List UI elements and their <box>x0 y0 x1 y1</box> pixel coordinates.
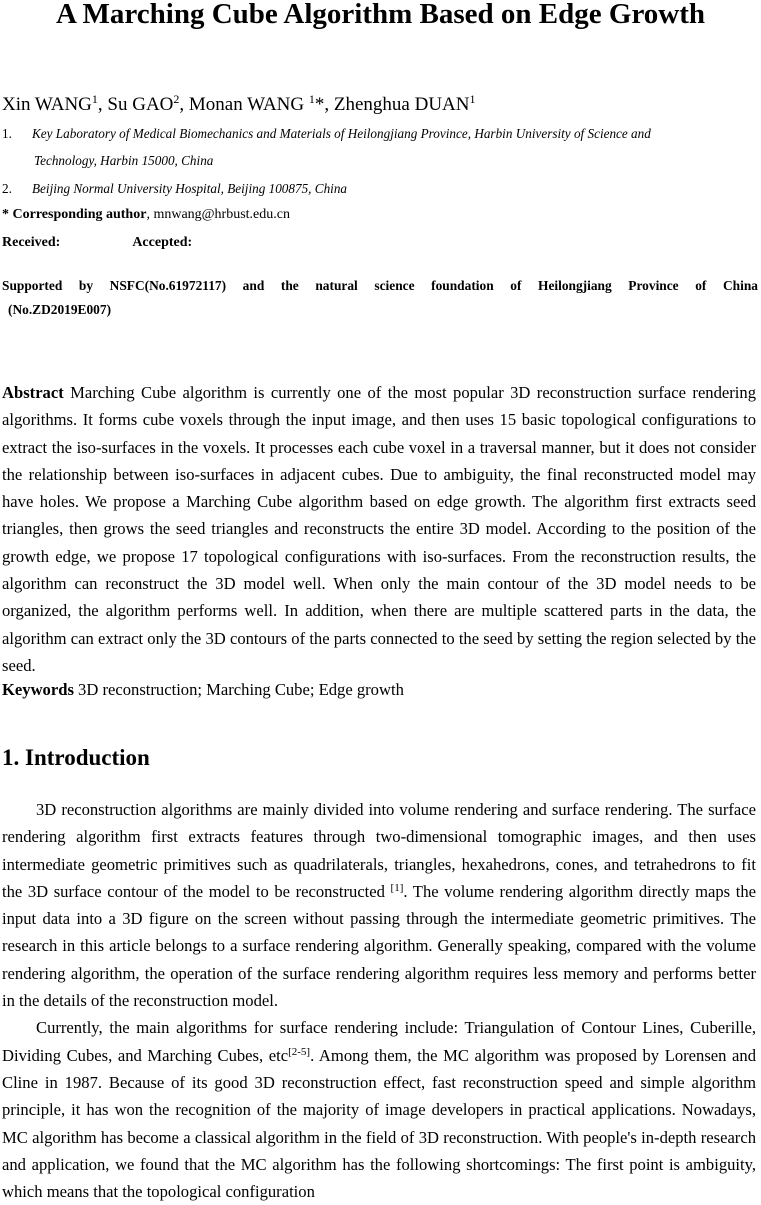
affiliation-text: Key Laboratory of Medical Biomechanics and Materials of Heilongjiang Province, Harbin University of Science and <box>32 126 651 141</box>
abstract-label: Abstract <box>2 383 64 402</box>
paragraph-text: . Among them, the MC algorithm was proposed by Lorensen and Cline in 1987. Because of its good 3D reconstruction effect, fast reconstruction speed and simple algorithm principle, it has won the recognition of the majority of image developers in practical applications. Nowadays, MC algorithm has become a classical algorithm in the field of 3D reconstruction. With people's in-depth research and application, we found that the MC algorithm has the following shortcomings: The first point is ambiguity, which means that the topological configuration <box>2 1045 756 1202</box>
author-name: Xin WANG <box>2 94 92 115</box>
accepted-label: Accepted: <box>132 235 193 250</box>
affiliation-number: 1. <box>2 126 12 141</box>
abstract <box>2 379 756 679</box>
affiliation-2 <box>2 180 347 198</box>
introduction-body <box>2 796 756 1205</box>
paragraph-text: . The volume rendering algorithm directly maps the input data into a 3D figure on the screen without passing through the intermediate geometric primitives. The research in this article belongs to a surface rendering algorithm. Generally speaking, compared with the volume rendering algorithm, the operation of the surface rendering algorithm requires less memory and performs better in the details of the reconstruction model. <box>2 881 756 1011</box>
section-heading: 1. Introduction <box>2 745 150 770</box>
funding-line-1: Supported by NSFC(No.61972117) and the natural science foundation of Heilongjiang Province of China <box>2 278 758 293</box>
citation: [1] <box>390 881 404 894</box>
affiliation-marker: 1 <box>91 92 98 106</box>
citation: [2-5] <box>288 1045 311 1058</box>
affiliation-1 <box>2 125 651 143</box>
corresponding-email: , mnwang@hrbust.edu.cn <box>146 207 290 222</box>
funding-line-2: (No.ZD2019E007) <box>8 302 112 317</box>
author-name: , Su GAO <box>97 94 174 115</box>
affiliation-marker: 2 <box>173 92 180 106</box>
author-name: , Monan WANG <box>179 94 309 115</box>
affiliation-marker: 1 <box>308 92 315 106</box>
author-list <box>2 92 475 118</box>
affiliation-text: Beijing Normal University Hospital, Beijing 100875, China <box>32 181 348 196</box>
received-label: Received: <box>2 235 61 250</box>
dates-line <box>2 234 192 252</box>
keywords-label: Keywords <box>2 680 74 699</box>
corresponding-label: * Corresponding author <box>2 207 147 222</box>
affiliation-marker: 1 <box>469 92 476 106</box>
abstract-text: Marching Cube algorithm is currently one of the most popular 3D reconstruction surface rendering algorithms. It forms cube voxels through the input image, and then uses 15 basic topological configurations to extract the iso-surfaces in the voxels. It processes each cube voxel in a traversal manner, but it does not consider the relationship between iso-surfaces in adjacent cubes. Due to ambiguity, the final reconstructed model may have holes. We propose a Marching Cube algorithm based on edge growth. The algorithm first extracts seed triangles, then grows the seed triangles and reconstructs the entire 3D model. According to the position of the growth edge, we propose 17 topological configurations with iso-surfaces. From the reconstruction results, the algorithm can reconstruct the 3D model well. When only the main contour of the 3D model needs to be organized, the algorithm performs well. In addition, when there are multiple scattered parts in the data, the algorithm can extract only the 3D contours of the parts connected to the seed by setting the region selected by the seed. <box>2 383 756 675</box>
paragraph <box>2 1014 756 1205</box>
keywords <box>2 678 404 702</box>
paragraph <box>2 796 756 1014</box>
affiliation-1-continued: Technology, Harbin 15000, China <box>34 153 214 168</box>
corresponding-author <box>2 206 290 224</box>
paper-title: A Marching Cube Algorithm Based on Edge Growth <box>55 0 706 30</box>
author-name: *, Zhenghua DUAN <box>314 94 470 115</box>
affiliation-number: 2. <box>2 181 12 196</box>
paragraph-text: Currently, the main algorithms for surface rendering include: Triangulation of Contour Lines, Cuberille, Dividing Cubes, and Marching Cubes, etc <box>2 1018 756 1065</box>
keywords-text: 3D reconstruction; Marching Cube; Edge growth <box>73 680 404 699</box>
paragraph-text: 3D reconstruction algorithms are mainly divided into volume rendering and surface rendering. The surface rendering algorithm first extracts features through two-dimensional tomographic images, and then uses intermediate geometric primitives such as quadrilaterals, triangles, hexahedrons, cones, and tetrahedrons to fit the 3D surface contour of the model to be reconstructed <box>2 800 756 901</box>
